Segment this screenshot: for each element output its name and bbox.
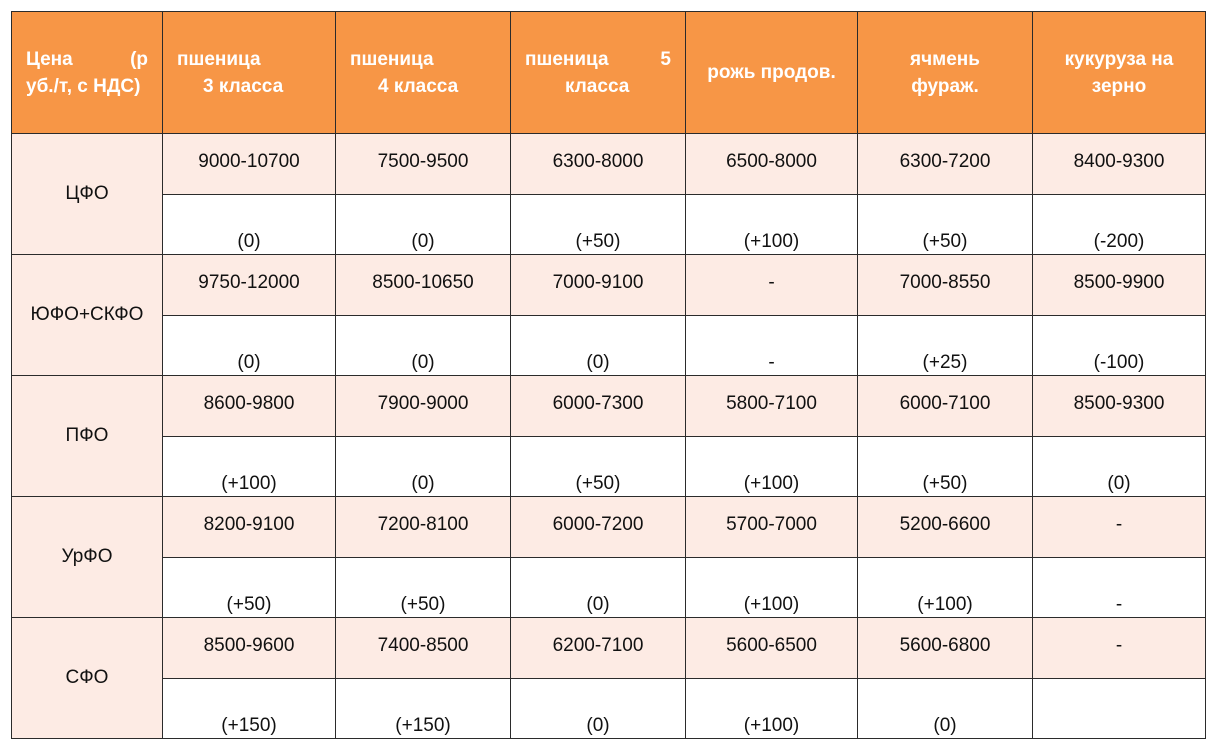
price-cell: 7400-8500	[336, 618, 511, 679]
grain-price-table	[11, 11, 1206, 739]
price-cell: 6500-8000	[686, 134, 858, 195]
price-cell: -	[1033, 497, 1206, 558]
price-cell: 7500-9500	[336, 134, 511, 195]
region-cell: ЮФО+СКФО	[12, 255, 163, 376]
change-cell: (+100)	[163, 436, 336, 497]
change-cell: (0)	[336, 194, 511, 255]
change-cell: (0)	[511, 678, 686, 739]
price-cell: 8500-9300	[1033, 376, 1206, 437]
price-cell: 6000-7300	[511, 376, 686, 437]
price-cell: 7200-8100	[336, 497, 511, 558]
price-cell: 6300-8000	[511, 134, 686, 195]
change-cell: (0)	[511, 315, 686, 376]
change-cell: (+50)	[163, 557, 336, 618]
price-cell: 6300-7200	[858, 134, 1033, 195]
change-cell: -	[1033, 557, 1206, 618]
change-cell: (+50)	[858, 436, 1033, 497]
price-cell: 8600-9800	[163, 376, 336, 437]
header-row	[12, 12, 1206, 134]
header-wheat-class-3: пшеница 3 класса	[163, 12, 336, 134]
region-cell: ЦФО	[12, 134, 163, 255]
table-row	[12, 376, 1206, 437]
change-cell: (+150)	[336, 678, 511, 739]
change-cell: (+150)	[163, 678, 336, 739]
change-cell: (+100)	[686, 557, 858, 618]
change-cell: (+100)	[858, 557, 1033, 618]
change-cell: (+50)	[511, 194, 686, 255]
change-cell: (+50)	[858, 194, 1033, 255]
price-cell: 9750-12000	[163, 255, 336, 316]
change-cell: -	[686, 315, 858, 376]
change-cell: (+100)	[686, 436, 858, 497]
change-cell: (0)	[336, 436, 511, 497]
table-row	[12, 497, 1206, 558]
header-wheat-class-5: пшеница 5 класса	[511, 12, 686, 134]
price-cell: 6000-7100	[858, 376, 1033, 437]
header-price-unit: Цена (р уб./т, с НДС)	[12, 12, 163, 134]
change-cell: (+100)	[686, 678, 858, 739]
region-cell: ПФО	[12, 376, 163, 497]
price-cell: 8400-9300	[1033, 134, 1206, 195]
change-cell: (0)	[336, 315, 511, 376]
price-cell: 5200-6600	[858, 497, 1033, 558]
price-cell: -	[1033, 618, 1206, 679]
change-cell: (0)	[163, 315, 336, 376]
table-row	[12, 255, 1206, 316]
change-cell: (0)	[163, 194, 336, 255]
price-cell: 5600-6800	[858, 618, 1033, 679]
price-cell: 6000-7200	[511, 497, 686, 558]
change-cell: (0)	[511, 557, 686, 618]
change-cell: (0)	[858, 678, 1033, 739]
change-cell: (0)	[1033, 436, 1206, 497]
table-row	[12, 618, 1206, 679]
table-row	[12, 557, 1206, 618]
table-row	[12, 678, 1206, 739]
price-cell: 8500-9900	[1033, 255, 1206, 316]
change-cell: (-100)	[1033, 315, 1206, 376]
table-row	[12, 436, 1206, 497]
change-cell: (+50)	[336, 557, 511, 618]
region-cell: УрФО	[12, 497, 163, 618]
price-cell: 8500-9600	[163, 618, 336, 679]
change-cell: (+25)	[858, 315, 1033, 376]
change-cell	[1033, 678, 1206, 739]
change-cell: (-200)	[1033, 194, 1206, 255]
price-cell: 7000-9100	[511, 255, 686, 316]
header-barley: ячмень фураж.	[858, 12, 1033, 134]
price-cell: 6200-7100	[511, 618, 686, 679]
header-rye: рожь продов.	[686, 12, 858, 134]
header-wheat-class-4: пшеница 4 класса	[336, 12, 511, 134]
price-cell: 5800-7100	[686, 376, 858, 437]
table-row	[12, 315, 1206, 376]
price-cell: 8500-10650	[336, 255, 511, 316]
change-cell: (+50)	[511, 436, 686, 497]
price-cell: 5600-6500	[686, 618, 858, 679]
change-cell: (+100)	[686, 194, 858, 255]
price-cell: 5700-7000	[686, 497, 858, 558]
region-cell: СФО	[12, 618, 163, 739]
price-cell: 7000-8550	[858, 255, 1033, 316]
table-row	[12, 194, 1206, 255]
table-row	[12, 134, 1206, 195]
price-cell: 7900-9000	[336, 376, 511, 437]
price-cell: -	[686, 255, 858, 316]
price-cell: 8200-9100	[163, 497, 336, 558]
price-cell: 9000-10700	[163, 134, 336, 195]
header-corn: кукуруза на зерно	[1033, 12, 1206, 134]
